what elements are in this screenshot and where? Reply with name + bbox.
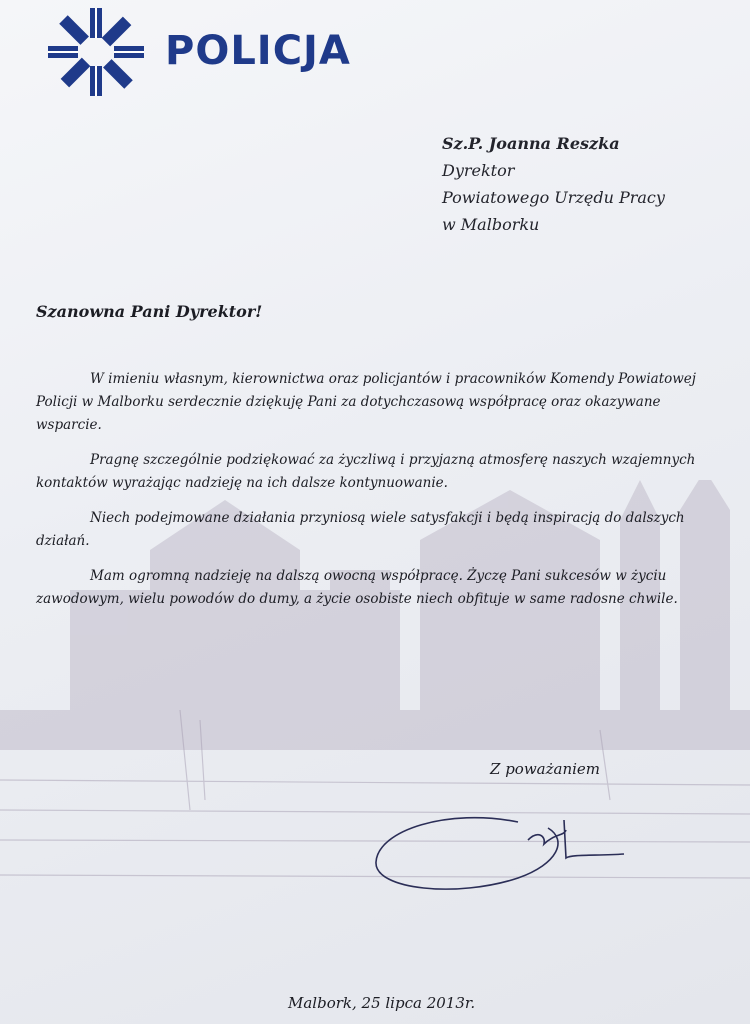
paragraph-2: Pragnę szczególnie podziękować za życzliwą i przyjazną atmosferę naszych wzajemnych kontaktów wyrażając nadzieję na ich dalsze kontynuowanie. bbox=[36, 452, 696, 491]
signature-icon bbox=[368, 800, 628, 900]
addressee-city: w Malborku bbox=[442, 215, 540, 234]
paragraph-3: Niech podejmowane działania przyniosą wiele satysfakcji i będą inspiracją do dalszych działań. bbox=[36, 510, 685, 549]
place-date: Malbork, 25 lipca 2013r. bbox=[288, 994, 476, 1012]
paragraph-4: Mam ogromną nadzieję na dalszą owocną współpracę. Życzę Pani sukcesów w życiu zawodowym, wielu powodów do dumy, a życie osobiste niech obfituje w same radosne chwile. bbox=[36, 568, 678, 607]
addressee-block bbox=[442, 130, 665, 238]
brand-name: POLICJA bbox=[165, 28, 351, 74]
addressee-title: Dyrektor bbox=[442, 161, 515, 180]
paragraph-1: W imieniu własnym, kierownictwa oraz policjantów i pracowników Komendy Powiatowej Policji w Malborku serdecznie dziękuję Pani za dotychczasową współpracę oraz okazywane wsparcie. bbox=[36, 371, 696, 433]
salutation: Szanowna Pani Dyrektor! bbox=[36, 302, 263, 321]
police-star-icon bbox=[46, 4, 146, 100]
addressee-office: Powiatowego Urzędu Pracy bbox=[442, 188, 665, 207]
letter-body bbox=[36, 368, 716, 623]
closing-phrase: Z poważaniem bbox=[490, 760, 601, 778]
addressee-name: Sz.P. Joanna Reszka bbox=[442, 134, 620, 153]
